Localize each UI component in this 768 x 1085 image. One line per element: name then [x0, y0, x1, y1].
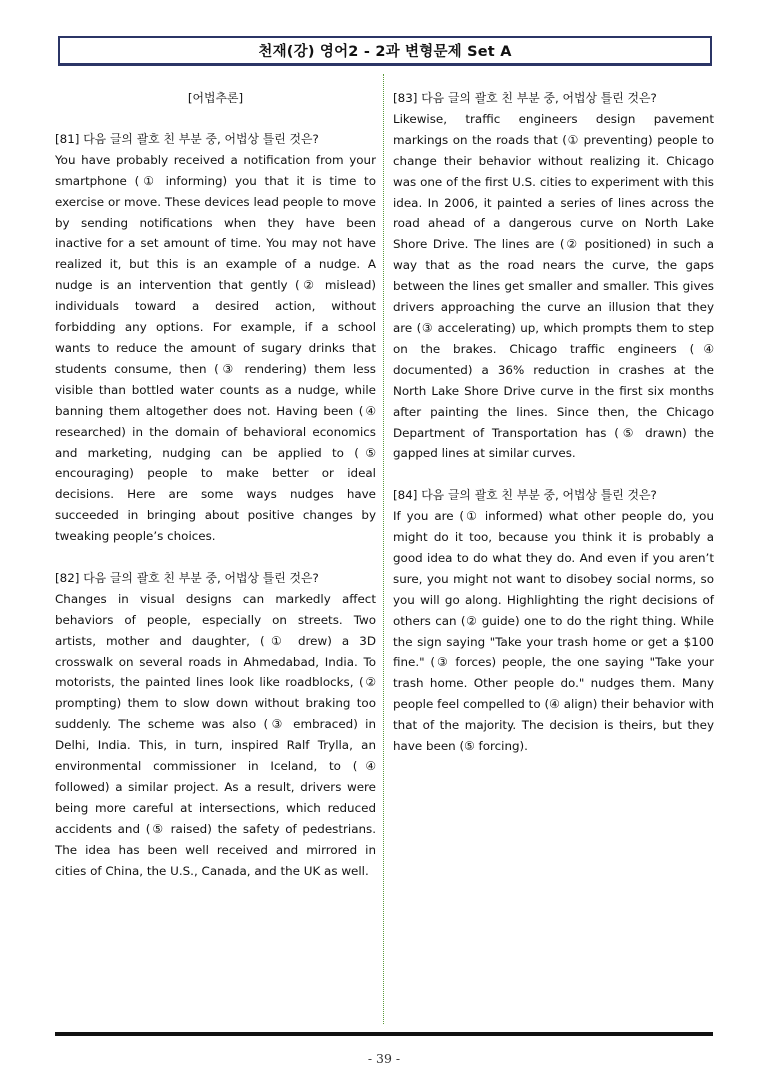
question-82	[55, 568, 376, 882]
question-passage: Changes in visual designs can markedly affect behaviors of people, especially on streets. Two artists, mother and daughter, (① drew) a 3D crosswalk on several roads in Ahmedabad, India. To motorists, the painted lines look like roadblocks, (② prompting) them to slow down without braking too suddenly. The scheme was also (③ embraced) in Delhi, India. This, in turn, inspired Ralf Trylla, an environmental commissioner in Iceland, to (④ followed) a similar project. As a result, drivers were being more careful at intersections, which reduced accidents and (⑤ raised) the safety of pedestrians. The idea has been well received and mirrored in cities of China, the U.S., Canada, and the UK as well.	[55, 591, 376, 878]
question-passage: You have probably received a notification from your smartphone (① informing) you that it is time to exercise or move. These devices lead people to move by sending notifications when they have been inactive for a set amount of time. You may not have realized it, but this is an example of a nudge. A nudge is an intervention that gently (② mislead) individuals toward a desired action, without forbidding any options. For example, if a school wants to reduce the amount of sugary drinks that students consume, then (③ rendering) them less visible than bottled water counts as a nudge, while banning them altogether does not. Having been (④ researched) in the domain of behavioral economics and marketing, nudging can be applied to (⑤ encouraging) people to make better or ideal decisions. Here are some ways nudges have succeeded in bringing about positive changes by tweaking people’s choices.	[55, 152, 376, 544]
question-passage: Likewise, traffic engineers design pavement markings on the roads that (① preventing) people to change their behavior without realizing it. Chicago was one of the first U.S. cities to experiment with this idea. In 2006, it painted a series of lines across the road ahead of a dangerous curve on North Lake Shore Drive. The lines are (② positioned) in such a way that as the road nears the curve, the gaps between the lines get smaller and smaller. This gives drivers approaching the curve an illusion that they are (③ accelerating) up, which prompts them to step on the brakes. Chicago traffic engineers (④ documented) a 36% reduction in crashes at the North Lake Shore Drive curve in the first six months after painting the lines. Since then, the Chicago Department of Transportation has (⑤ drawn) the gapped lines at similar curves.	[393, 111, 714, 461]
right-column	[393, 88, 714, 778]
page-title: 천재(강) 영어2 - 2과 변형문제 Set A	[258, 44, 512, 60]
question-heading: [83] 다음 글의 괄호 친 부분 중, 어법상 틀린 것은?	[393, 91, 657, 105]
question-passage: If you are (① informed) what other people do, you might do it too, because you think it is probably a good idea to do what they do. And even if you aren’t sure, you might not want to disobey social norms, so you will go along. Highlighting the right decisions of others can (② guide) one to do the right thing. While the sign saying "Take your trash home or get a $100 fine." (③ forces) people, the one saying "Take your trash home. Other people do." nudges them. Many people feel compelled to (④ align) their behavior with that of the majority. The decision is theirs, but they have been (⑤ forcing).	[393, 509, 714, 754]
section-label: [어법추론]	[187, 91, 244, 105]
question-81	[55, 129, 376, 547]
question-heading: [82] 다음 글의 괄호 친 부분 중, 어법상 틀린 것은?	[55, 570, 319, 585]
question-heading: [81] 다음 글의 괄호 친 부분 중, 어법상 틀린 것은?	[55, 131, 319, 146]
question-heading: [84] 다음 글의 괄호 친 부분 중, 어법상 틀린 것은?	[393, 488, 657, 503]
footer-rule	[55, 1032, 713, 1036]
question-84	[393, 485, 714, 757]
page-number: - 39 -	[367, 1051, 401, 1066]
header-title-box	[58, 36, 712, 66]
column-divider	[383, 74, 384, 1024]
left-column	[55, 88, 376, 902]
question-83	[393, 88, 714, 464]
